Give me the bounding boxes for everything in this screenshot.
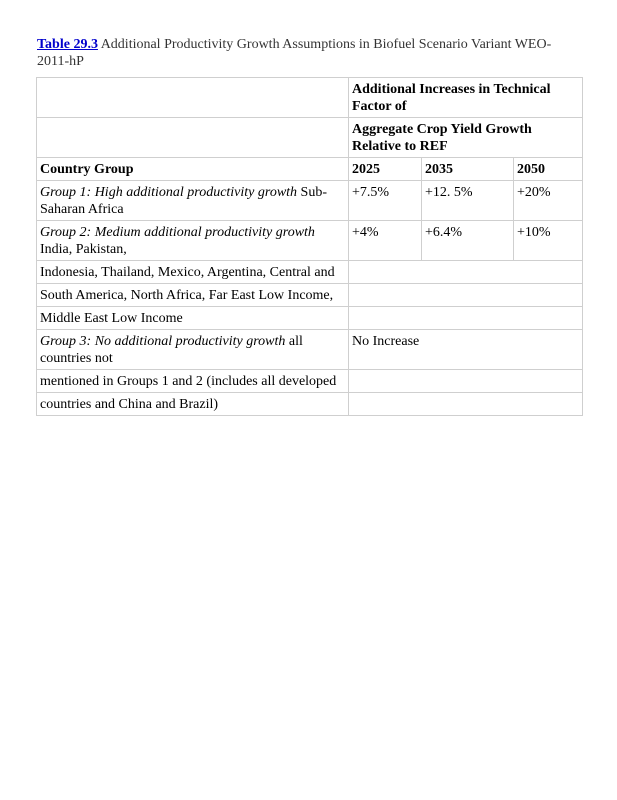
table-row bbox=[37, 158, 583, 181]
table-row bbox=[37, 261, 583, 284]
group2-continuation: Indonesia, Thailand, Mexico, Argentina, Central and bbox=[37, 261, 349, 284]
productivity-table bbox=[36, 77, 583, 416]
empty-cell bbox=[37, 118, 349, 158]
group2-cell bbox=[37, 221, 349, 261]
empty-cell bbox=[349, 370, 583, 393]
group3-cell bbox=[37, 330, 349, 370]
group1-cell bbox=[37, 181, 349, 221]
group1-2050: +20% bbox=[514, 181, 583, 221]
empty-cell bbox=[349, 284, 583, 307]
header-country-group: Country Group bbox=[37, 158, 349, 181]
empty-cell bbox=[349, 393, 583, 416]
table-row bbox=[37, 393, 583, 416]
group2-continuation: South America, North Africa, Far East Low Income, bbox=[37, 284, 349, 307]
group3-label: Group 3: No additional productivity growth bbox=[40, 334, 286, 349]
group1-label: Group 1: High additional productivity growth bbox=[40, 185, 298, 200]
table-row bbox=[37, 284, 583, 307]
group3-value: No Increase bbox=[349, 330, 583, 370]
group2-2025: +4% bbox=[349, 221, 422, 261]
empty-cell bbox=[37, 78, 349, 118]
header-year-2050: 2050 bbox=[514, 158, 583, 181]
group2-2035: +6.4% bbox=[422, 221, 514, 261]
table-row bbox=[37, 221, 583, 261]
header-year-2025: 2025 bbox=[349, 158, 422, 181]
group3-continuation: mentioned in Groups 1 and 2 (includes all developed bbox=[37, 370, 349, 393]
table-row bbox=[37, 181, 583, 221]
group2-2050: +10% bbox=[514, 221, 583, 261]
table-row bbox=[37, 307, 583, 330]
group3-countries: all countries not bbox=[40, 334, 303, 366]
group1-2025: +7.5% bbox=[349, 181, 422, 221]
table-row bbox=[37, 370, 583, 393]
header-crop-yield: Aggregate Crop Yield Growth Relative to REF bbox=[349, 118, 583, 158]
table-row bbox=[37, 330, 583, 370]
header-year-2035: 2035 bbox=[422, 158, 514, 181]
table-title: Additional Productivity Growth Assumptions in Biofuel Scenario Variant WEO-2011-hP bbox=[37, 37, 552, 69]
group2-label: Group 2: Medium additional productivity growth bbox=[40, 225, 315, 240]
table-row bbox=[37, 78, 583, 118]
group2-countries: India, Pakistan, bbox=[40, 242, 127, 257]
empty-cell bbox=[349, 307, 583, 330]
header-technical-factor: Additional Increases in Technical Factor of bbox=[349, 78, 583, 118]
table-number-link[interactable]: Table 29.3 bbox=[37, 37, 98, 52]
empty-cell bbox=[349, 261, 583, 284]
group2-continuation: Middle East Low Income bbox=[37, 307, 349, 330]
table-row bbox=[37, 118, 583, 158]
group1-2035: +12. 5% bbox=[422, 181, 514, 221]
group3-continuation: countries and China and Brazil) bbox=[37, 393, 349, 416]
table-caption bbox=[37, 36, 577, 70]
group1-countries: Sub-Saharan Africa bbox=[40, 185, 327, 217]
